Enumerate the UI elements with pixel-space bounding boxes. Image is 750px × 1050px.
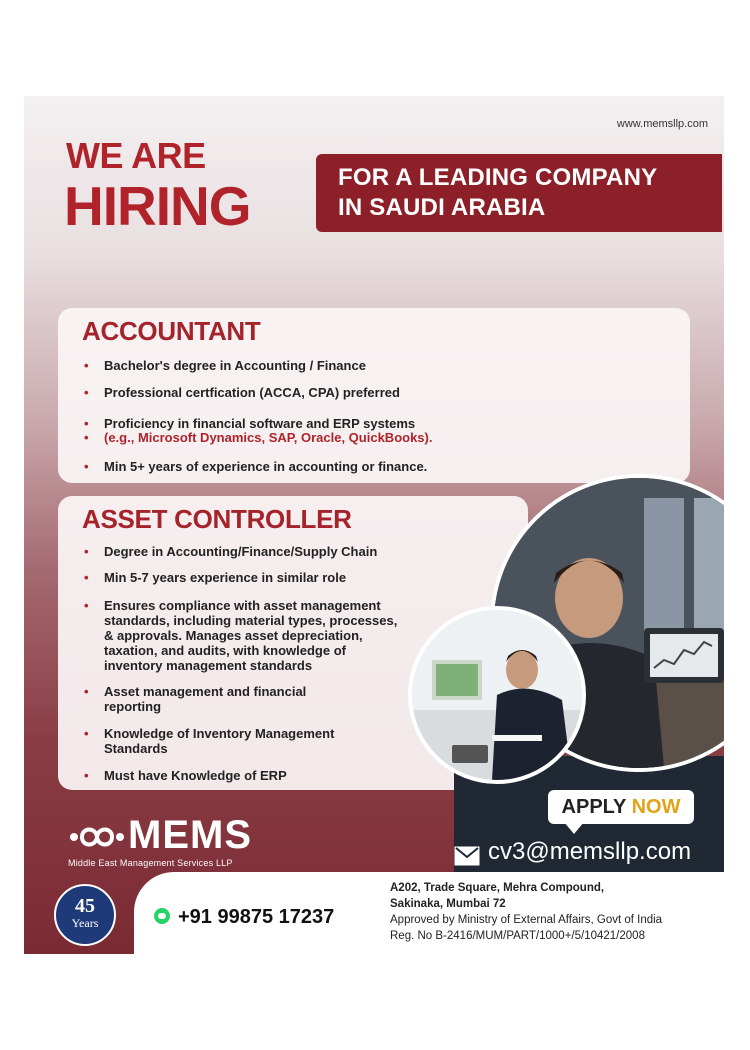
phone-contact[interactable] xyxy=(154,906,334,929)
accountant-item: • Bachelor's degree in Accounting / Finance xyxy=(86,358,366,373)
asset-item: • Degree in Accounting/Finance/Supply Chain xyxy=(86,544,377,559)
website-url[interactable]: www.memsllp.com xyxy=(616,118,708,130)
hiring-poster xyxy=(24,96,724,954)
infinity-logo-icon xyxy=(68,820,126,854)
now-word: NOW xyxy=(631,796,681,818)
office-address xyxy=(390,880,662,944)
asset-item: • Must have Knowledge of ERP xyxy=(86,768,287,783)
logo-subtitle: Middle East Management Services LLP xyxy=(68,858,233,868)
accountant-item: • Proficiency in financial software and ERP systems xyxy=(86,416,415,431)
desk-scene-image xyxy=(412,610,582,780)
badge-label: Years xyxy=(71,916,99,930)
asset-item: • Ensures compliance with asset management standards, including material types, processes, & approvals. Manages asset depreciation, taxation, and audits, with knowledge of inventory management standards xyxy=(86,598,397,673)
apply-word: APPLY xyxy=(561,796,627,818)
apply-bubble-tail xyxy=(564,822,584,834)
asset-item: • Min 5-7 years experience in similar role xyxy=(86,570,346,585)
anniversary-badge xyxy=(54,884,116,946)
accountant-title: ACCOUNTANT xyxy=(82,316,261,346)
banner-line-2: IN SAUDI ARABIA xyxy=(338,194,546,221)
location-banner xyxy=(316,154,722,232)
headline-hiring: HIRING xyxy=(64,175,251,237)
approval-line: Approved by Ministry of External Affairs, Govt of India xyxy=(390,914,663,926)
asset-item: • Asset management and financial reporting xyxy=(86,684,306,714)
email-address[interactable]: cv3@memsllp.com xyxy=(488,838,692,865)
headline-we-are: WE ARE xyxy=(66,135,206,176)
accountant-sub-note: • (e.g., Microsoft Dynamics, SAP, Oracle, QuickBooks). xyxy=(86,430,432,445)
logo-wordmark: MEMS xyxy=(128,813,252,857)
accountant-card xyxy=(58,308,690,483)
asset-controller-title: ASSET CONTROLLER xyxy=(82,504,352,534)
asset-item: • Knowledge of Inventory Management Standards xyxy=(86,726,334,756)
address-line-2: Sakinaka, Mumbai 72 xyxy=(390,898,506,910)
accountant-item: • Min 5+ years of experience in accounting or finance. xyxy=(86,459,427,474)
apply-now-button[interactable] xyxy=(548,790,694,824)
whatsapp-icon xyxy=(154,908,170,924)
badge-number: 45 xyxy=(75,895,95,917)
address-line-1: A202, Trade Square, Mehra Compound, xyxy=(390,882,605,894)
banner-line-1: FOR A LEADING COMPANY xyxy=(338,164,658,191)
phone-number[interactable]: +91 99875 17237 xyxy=(178,906,335,928)
office-photo-small xyxy=(408,606,586,784)
registration-line: Reg. No B-2416/MUM/PART/1000+/5/10421/2008 xyxy=(390,930,645,942)
mail-icon xyxy=(454,846,480,866)
accountant-item: • Professional certfication (ACCA, CPA) preferred xyxy=(86,385,400,400)
